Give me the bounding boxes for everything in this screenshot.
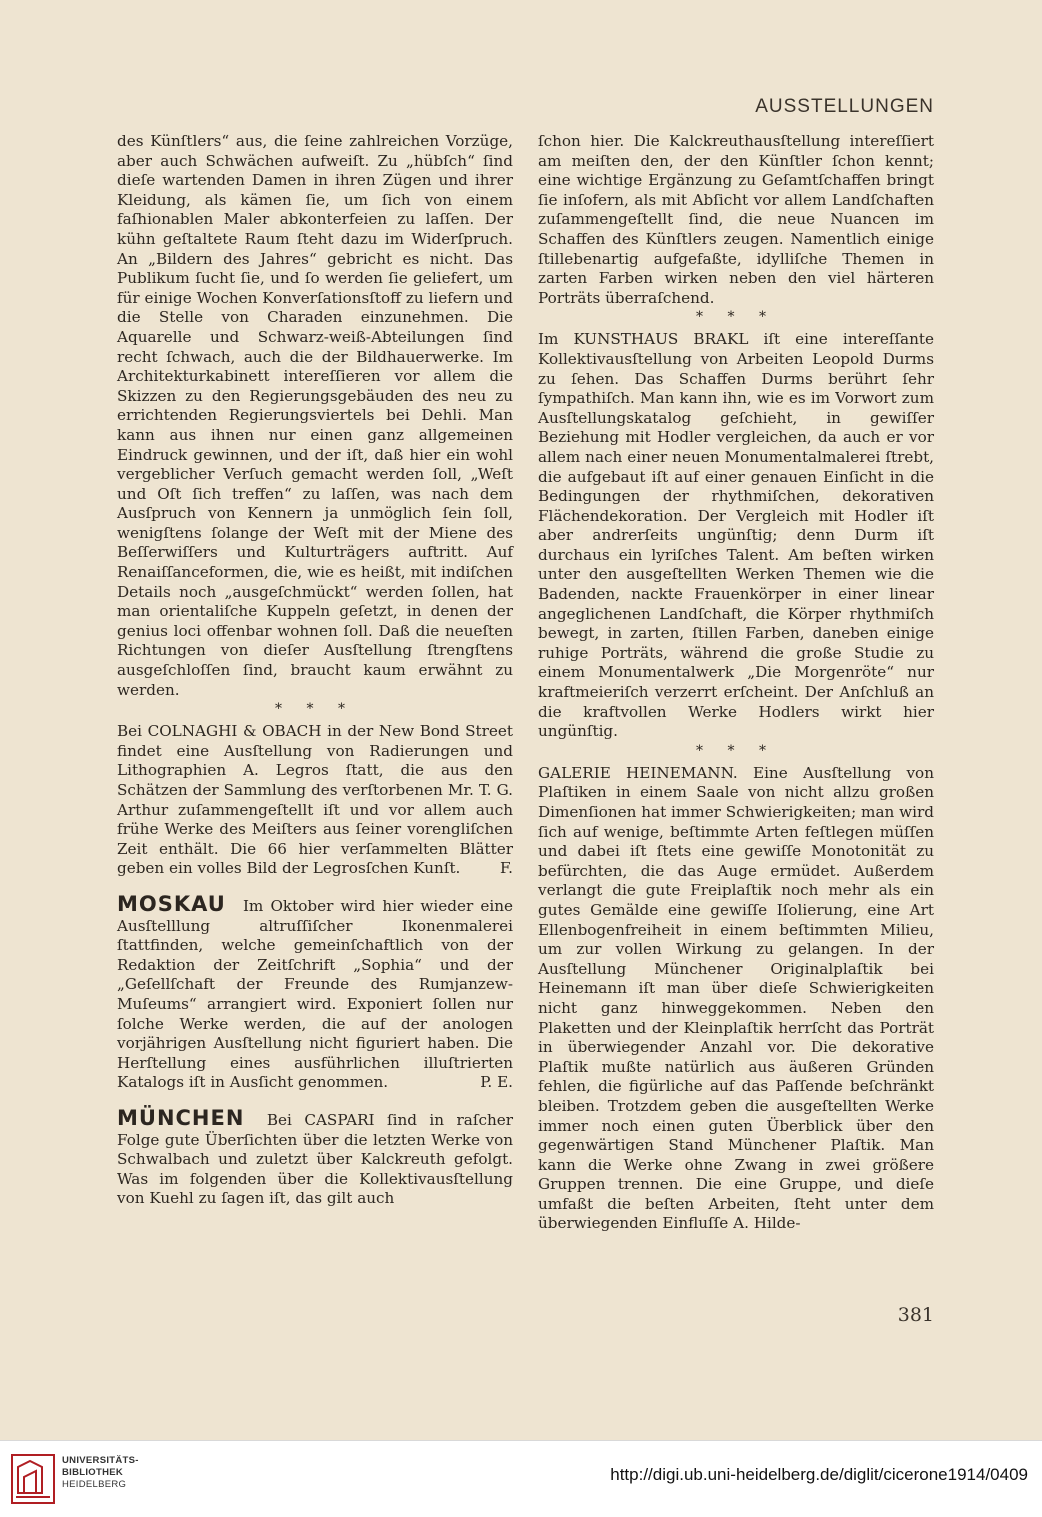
city-heading: MOSKAU xyxy=(117,891,226,916)
section-separator: * * * xyxy=(275,701,355,718)
section-separator: * * * xyxy=(696,309,776,326)
library-name-line: UNIVERSITÄTS- xyxy=(62,1455,139,1466)
paragraph-text: Bei COLNAGHI & OBACH in der New Bond Street findet eine Ausſtellung von Radierungen und Lithographien A. Legros ſtatt, die aus den Schätzen der Sammlung des verſtorbenen Mr. T. G. Arthur zuſammengeſtellt iſt und vor allem auch frühe Werke des Meiſters aus ſeiner vorengliſchen Zeit enthält. Die 66 hier verſammelten Blätter geben ein volles Bild der Legrosſchen Kunſt. xyxy=(117,722,513,878)
paragraph-text: Bei CASPARI ſind in raſcher Folge gute Überſichten über die letzten Werke von Schwalbach und zuletzt über Kalckreuth gefolgt. Was im folgenden über die Kollektivausſtellung von Kuehl zu ſagen iſt, das gilt auch xyxy=(117,1110,513,1208)
paragraph: des Künſtlers“ aus, die ſeine zahlreichen Vorzüge, aber auch Schwächen aufweiſt. Zu „hübſch“ ſind dieſe wartenden Damen in ihren Zügen und ihrer Kleidung, als kämen ſie, um ſich von einem faſhionablen Maler abkonterfeien zu laſſen. Der kühn geſtaltete Raum ſteht dazu im Widerſpruch. An „Bildern des Jahres“ gebricht es nicht. Das Publikum ſucht ſie, und ſo werden ſie geliefert, um für einige Wochen Konverſationsſtoff zu liefern und die Stelle von Charaden einzunehmen. Die Aquarelle und Schwarz-weiß-Abteilungen ſind recht ſchwach, auch die der Bildhauerwerke. Im Architekturkabinett intereſſieren vor allem die Skizzen zu den Regierungsgebäuden des neu zu errichtenden Regierungsviertels bei Dehli. Man kann aus ihnen nur einen ganz allgemeinen Eindruck gewinnen, und der iſt, daß hier ein wohl vergeblicher Verſuch gemacht werden ſoll, „Weſt und Oſt ſich treffen“ zu laſſen, was nach dem Ausſpruch von Kennern ja unmöglich ſein ſoll, wenigſtens ſolange der Weſt mit der Miene des Beſſerwiſſers und Kulturträgers auftritt. Auf Renaiſſanceformen, die, wie es heißt, mit indiſchen Details noch „ausgeſchmückt“ werden ſollen, hat man orientaliſche Kuppeln geſetzt, in denen der genius loci offenbar wohnen ſoll. Daß die neueſten Richtungen von dieſer Ausſtellung ſtrengſtens ausgeſchloſſen ſind, braucht kaum erwähnt zu werden. xyxy=(117,132,513,699)
library-logo-icon[interactable] xyxy=(10,1453,56,1505)
paragraph: Im KUNSTHAUS BRAKL iſt eine intereſſante Kollektivausſtellung von Arbeiten Leopold Durms zu ſehen. Das Schaffen Durms berührt ſehr ſympathiſch. Man kann ihn, wie es im Vorwort zum Ausſtellungskatalog geſchieht, in gewiſſer Beziehung mit Hodler vergleichen, da auch er vor allem nach einer neuen Monumentalmalerei ſtrebt, die aufgebaut iſt auf einer genauen Einſicht in die Bedingungen der rhythmiſchen, dekorativen Flächendekoration. Der Vergleich mit Hodler iſt aber andrerſeits ungünſtig; denn Durm iſt durchaus ein lyriſches Talent. Am beſten wirken unter den ausgeſtellten Werken Themen wie die Badenden, nackte Frauenkörper in einer linear angeglichenen Landſchaft, die Körper rhythmiſch bewegt, in zarten, ſtillen Farben, daneben einige ruhige Porträts, während die große Studie zu einem Monumentalwerk „Die Morgenröte“ nur kraftmeieriſch verzerrt erſcheint. Der Anſchluß an die kraftvollen Werke Hodlers wirkt hier ungünſtig. xyxy=(538,330,934,741)
footer-bar xyxy=(0,1440,1042,1517)
library-name-line: BIBLIOTHEK xyxy=(62,1467,124,1478)
page-number: 381 xyxy=(897,1304,934,1326)
paragraph xyxy=(117,891,513,1093)
paragraph-text: Im Oktober wird hier wieder eine Ausſtelllung altruſſiſcher Ikonenmalerei ſtattfinden, welche gemeinſchaftlich von der Redaktion der Zeitſchrift „Sophia“ und der „Geſellſchaft der Freunde des Rumjanzew-Muſeums“ arrangiert wird. Exponiert ſollen nur ſolche Werke werden, die auf der anologen vorjährigen Ausſtellung nicht figuriert haben. Die Herſtellung eines ausführlichen illuſtrierten Katalogs iſt in Ausſicht genommen. xyxy=(117,896,513,1092)
library-name[interactable] xyxy=(62,1455,139,1491)
source-url-link[interactable]: http://digi.ub.uni-heidelberg.de/diglit/cicerone1914/0409 xyxy=(610,1465,1028,1484)
author-signature: P. E. xyxy=(480,1073,513,1092)
paragraph: ſchon hier. Die Kalckreuthausſtellung intereſſiert am meiſten den, der den Künſtler ſchon kennt; eine wichtige Ergänzung zu Geſamtſchaffen bringt ſie inſofern, als mit Abſicht vor allem Landſchaften zuſammengeſtellt ſind, die neue Nuancen im Schaffen des Künſtlers zeugen. Namentlich einige ſtillebenartig aufgefaßte, idylliſche Themen in zarten Farben wirken neben den viel härteren Porträts überraſchend. xyxy=(538,132,934,307)
author-signature: F. xyxy=(500,859,513,878)
running-head: AUSSTELLUNGEN xyxy=(755,96,934,117)
left-column xyxy=(117,132,513,1209)
library-name-line: HEIDELBERG xyxy=(62,1479,127,1490)
paragraph xyxy=(117,1105,513,1209)
right-column xyxy=(538,132,934,1234)
paragraph: GALERIE HEINEMANN. Eine Ausſtellung von Plaſtiken in einem Saale von nicht allzu großen Dimenſionen hat immer Schwierigkeiten; man wird ſich auf wenige, beſtimmte Arten feſtlegen müſſen und dabei iſt ſtets eine gewiſſe Monotonität zu befürchten, die das Auge ermüdet. Außerdem verlangt die gute Freiplaſtik noch mehr als ein gutes Gemälde eine gewiſſe Iſolierung, eine Art Ellenbogenfreiheit in einem beſtimmten Milieu, um zur vollen Wirkung zu gelangen. In der Ausſtellung Münchener Originalplaſtik bei Heinemann iſt man über dieſe Schwierigkeiten nicht ganz hinweggekommen. Neben den Plaketten und der Kleinplaſtik herrſcht das Porträt in überwiegender Anzahl vor. Die dekorative Plaſtik mußte natürlich aus äußeren Gründen fehlen, die figürliche auf das Paſſende beſchränkt bleiben. Trotzdem geben die ausgeſtellten Werke immer noch einen guten Überblick über den gegenwärtigen Stand Münchener Plaſtik. Man kann die Werke ohne Zwang in zwei größere Gruppen trennen. Die eine Gruppe, und dieſe umfaßt die beſten Arbeiten, ſteht unter dem überwiegenden Einfluſſe A. Hilde- xyxy=(538,763,934,1233)
city-heading: MÜNCHEN xyxy=(117,1105,245,1130)
section-separator: * * * xyxy=(696,742,776,759)
paragraph xyxy=(117,722,513,879)
